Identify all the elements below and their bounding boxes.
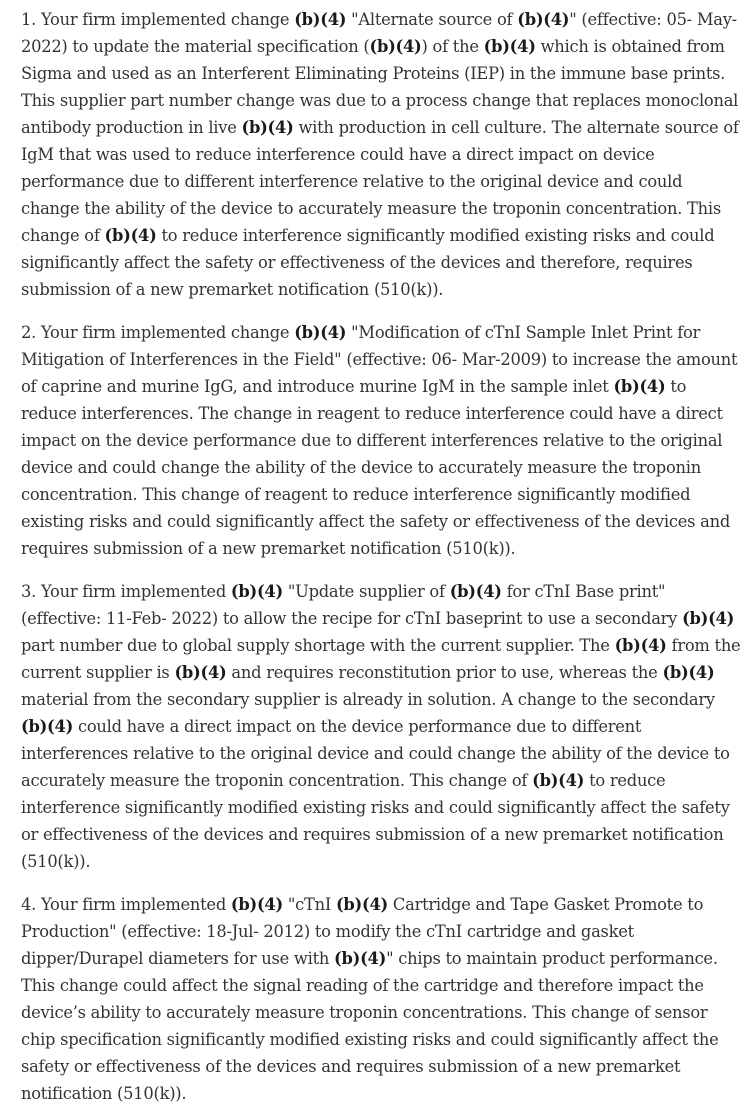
text-segment: part number due to global supply shortage with the current supplier. The — [21, 636, 615, 655]
text-segment: could have a direct impact on the device performance due to different interferences relative to the original device and could change the ability of the device to accurately measure the troponin concentration. This change of — [21, 717, 730, 790]
text-segment: "cTnI — [282, 895, 336, 914]
redaction-marker: (b)(4) — [334, 949, 387, 968]
redaction-marker: (b)(4) — [613, 377, 666, 396]
redaction-marker: (b)(4) — [335, 895, 388, 914]
text-segment: 2. Your firm implemented change — [21, 323, 295, 342]
text-segment: ) of the — [421, 37, 484, 56]
redaction-marker: (b)(4) — [614, 636, 667, 655]
redaction-marker: (b)(4) — [21, 717, 74, 736]
text-segment: to reduce interference significantly modified existing risks and could significantly affect the safety or effectiveness of the devices and requires submission of a new premarket notification (510(k)). — [21, 771, 730, 871]
redaction-marker: (b)(4) — [230, 895, 283, 914]
text-segment: "Alternate source of — [346, 10, 518, 29]
text-segment: material from the secondary supplier is already in solution. A change to the secondary — [21, 690, 715, 709]
text-segment: 1. Your firm implemented change — [21, 10, 295, 29]
text-segment: which is obtained from Sigma and used as an Interferent Eliminating Proteins (IEP) in the immune base prints. This supplier part number change was due to a process change that replaces monoclonal antibody production in live — [21, 37, 739, 137]
finding-item-3 — [21, 578, 744, 875]
text-segment: Cartridge and Tape Gasket Promote to Production" (effective: 18-Jul- 2012) to modify the cTnI cartridge and gasket dipper/Durapel diameters for use with — [21, 895, 704, 968]
finding-item-2 — [21, 319, 744, 562]
redaction-marker: (b)(4) — [369, 37, 422, 56]
text-segment: and requires reconstitution prior to use, whereas the — [226, 663, 663, 682]
text-segment: for cTnI Base print" (effective: 11-Feb- 2022) to allow the recipe for cTnI baseprint to use a secondary — [21, 582, 683, 628]
finding-item-4 — [21, 891, 744, 1107]
text-segment: to reduce interference significantly modified existing risks and could significantly affect the safety or effectiveness of the devices and therefore, requires submission of a new premarket notification (510(k)). — [21, 226, 715, 299]
text-segment: to reduce interferences. The change in reagent to reduce interference could have a direct impact on the device performance due to different interferences relative to the original device and could change the ability of the device to accurately measure the troponin concentration. This change of reagent to reduce interference significantly modified existing risks and could significantly affect the safety or effectiveness of the devices and requires submission of a new premarket notification (510(k)). — [21, 377, 731, 558]
text-segment: 3. Your firm implemented — [21, 582, 231, 601]
redaction-marker: (b)(4) — [483, 37, 536, 56]
redaction-marker: (b)(4) — [174, 663, 227, 682]
redaction-marker: (b)(4) — [294, 323, 347, 342]
redaction-marker: (b)(4) — [230, 582, 283, 601]
text-segment: from the current supplier is — [21, 636, 741, 682]
redaction-marker: (b)(4) — [294, 10, 347, 29]
redaction-marker: (b)(4) — [104, 226, 157, 245]
redaction-marker: (b)(4) — [682, 609, 735, 628]
text-segment: with production in cell culture. The alternate source of IgM that was used to reduce interference could have a direct impact on device performance due to different interference relative to the original device and could change the ability of the device to accurately measure the troponin concentration. This change of — [21, 118, 739, 245]
finding-item-1 — [21, 6, 744, 303]
text-segment: " (effective: 05- May-2022) to update the material specification ( — [21, 10, 737, 56]
text-segment: "Modification of cTnI Sample Inlet Print for Mitigation of Interferences in the Field" (effective: 06- Mar-2009) to increase the amount of caprine and murine IgG, and introduce murine IgM in the sample inlet — [21, 323, 738, 396]
redaction-marker: (b)(4) — [662, 663, 715, 682]
redaction-marker: (b)(4) — [241, 118, 294, 137]
redaction-marker: (b)(4) — [517, 10, 570, 29]
text-segment: "Update supplier of — [282, 582, 450, 601]
text-segment: 4. Your firm implemented — [21, 895, 231, 914]
redaction-marker: (b)(4) — [532, 771, 585, 790]
redaction-marker: (b)(4) — [449, 582, 502, 601]
text-segment: " chips to maintain product performance. This change could affect the signal reading of the cartridge and therefore impact the device’s ability to accurately measure troponin concentrations. This change of sensor chip specification significantly modified existing risks and could significantly affect the safety or effectiveness of the devices and requires submission of a new premarket notification (510(k)). — [21, 949, 719, 1103]
